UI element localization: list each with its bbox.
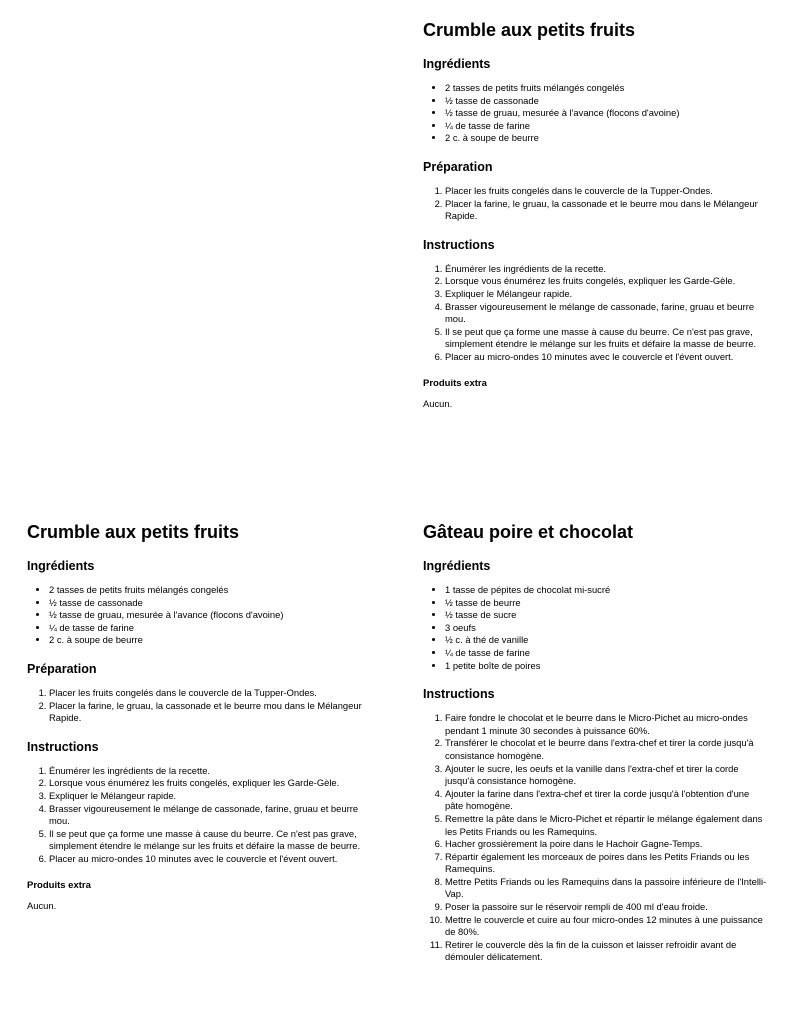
list-item: 5. Remettre la pâte dans le Micro-Pichet et répartir le mélange également dans les Petits Friands ou les Ramequins.: [445, 813, 768, 838]
recipe-title: Crumble aux petits fruits: [27, 522, 240, 542]
list-item: 2. Lorsque vous énumérez les fruits congelés, expliquer les Garde-Gèle.: [445, 275, 768, 288]
list-item: • 2 c. à soupe de beurre: [445, 132, 768, 145]
recipe-card-crumble-bottom: [27, 520, 372, 912]
ingredients-list: [423, 584, 768, 672]
list-item: 2. Lorsque vous énumérez les fruits congelés, expliquer les Garde-Gèle.: [49, 777, 372, 790]
list-item: 11. Retirer le couvercle dès la fin de la cuisson et laisser refroidir avant de démouler délicatement.: [445, 939, 768, 964]
instructions-list: [423, 712, 768, 964]
ingredients-list: [27, 584, 372, 647]
list-item: 5. Il se peut que ça forme une masse à cause du beurre. Ce n'est pas grave, simplement étendre le mélange sur les fruits et défaire la masse de beurre.: [445, 326, 768, 351]
ingredients-heading: Ingrédients: [423, 57, 491, 71]
list-item: 1. Énumérer les ingrédients de la recette.: [49, 765, 372, 778]
list-item: 5. Il se peut que ça forme une masse à cause du beurre. Ce n'est pas grave, simplement étendre le mélange sur les fruits et défaire la masse de beurre.: [49, 828, 372, 853]
list-item: 2. Placer la farine, le gruau, la cassonade et le beurre mou dans le Mélangeur Rapide.: [445, 198, 768, 223]
instructions-heading: Instructions: [27, 739, 99, 754]
list-item: • ¼ de tasse de farine: [445, 647, 768, 660]
list-item: • ¼ de tasse de farine: [49, 622, 372, 635]
extra-products-heading: Produits extra: [27, 879, 91, 891]
list-item: 6. Placer au micro-ondes 10 minutes avec le couvercle et l'évent ouvert.: [49, 853, 372, 866]
list-item: 9. Poser la passoire sur le réservoir rempli de 400 ml d'eau froide.: [445, 901, 768, 914]
list-item: 4. Ajouter la farine dans l'extra-chef et tirer la corde jusqu'à l'obtention d'une pâte homogène.: [445, 788, 768, 813]
list-item: 1. Énumérer les ingrédients de la recette.: [445, 263, 768, 276]
ingredients-heading: Ingrédients: [27, 559, 95, 573]
extra-products-text: Aucun.: [423, 397, 453, 409]
list-item: 1. Placer les fruits congelés dans le couvercle de la Tupper-Ondes.: [49, 687, 372, 700]
recipe-card-gateau: [423, 520, 768, 978]
preparation-list: [423, 185, 768, 223]
instructions-list: [27, 765, 372, 866]
list-item: • ½ c. à thé de vanille: [445, 634, 768, 647]
list-item: 10. Mettre le couvercle et cuire au four micro-ondes 12 minutes à une puissance de 80%.: [445, 914, 768, 939]
list-item: 8. Mettre Petits Friands ou les Ramequins dans la passoire inférieure de l'Intelli-Vap.: [445, 876, 768, 901]
list-item: 3. Ajouter le sucre, les oeufs et la vanille dans l'extra-chef et tirer la corde jusqu'à consistance homogène.: [445, 763, 768, 788]
list-item: • ½ tasse de beurre: [445, 597, 768, 610]
list-item: • ½ tasse de cassonade: [445, 95, 768, 108]
recipe-title: Crumble aux petits fruits: [423, 20, 636, 40]
instructions-list: [423, 263, 768, 364]
list-item: 7. Répartir également les morceaux de poires dans les Petits Friands ou les Ramequins.: [445, 851, 768, 876]
list-item: • 2 tasses de petits fruits mélangés congelés: [49, 584, 372, 597]
list-item: 1. Faire fondre le chocolat et le beurre dans le Micro-Pichet au micro-ondes pendant 1 minute 30 secondes à puissance 60%.: [445, 712, 768, 737]
extra-products-text: Aucun.: [27, 899, 57, 911]
recipe-card-crumble-top: [423, 18, 768, 410]
list-item: 4. Brasser vigoureusement le mélange de cassonade, farine, gruau et beurre mou.: [445, 301, 768, 326]
list-item: • 1 tasse de pépites de chocolat mi-sucré: [445, 584, 768, 597]
list-item: 2. Placer la farine, le gruau, la cassonade et le beurre mou dans le Mélangeur Rapide.: [49, 700, 372, 725]
list-item: 3. Expliquer le Mélangeur rapide.: [445, 288, 768, 301]
list-item: 4. Brasser vigoureusement le mélange de cassonade, farine, gruau et beurre mou.: [49, 803, 372, 828]
list-item: • ¼ de tasse de farine: [445, 120, 768, 133]
list-item: • ½ tasse de cassonade: [49, 597, 372, 610]
list-item: • 3 oeufs: [445, 622, 768, 635]
list-item: • 2 tasses de petits fruits mélangés congelés: [445, 82, 768, 95]
extra-products-heading: Produits extra: [423, 377, 487, 389]
ingredients-list: [423, 82, 768, 145]
list-item: 3. Expliquer le Mélangeur rapide.: [49, 790, 372, 803]
list-item: 2. Transférer le chocolat et le beurre dans l'extra-chef et tirer la corde jusqu'à consistance homogène.: [445, 737, 768, 762]
preparation-list: [27, 687, 372, 725]
ingredients-heading: Ingrédients: [423, 559, 491, 573]
list-item: • ½ tasse de gruau, mesurée à l'avance (flocons d'avoine): [49, 609, 372, 622]
list-item: 6. Hacher grossièrement la poire dans le Hachoir Gagne-Temps.: [445, 838, 768, 851]
list-item: • 2 c. à soupe de beurre: [49, 634, 372, 647]
list-item: • 1 petite boîte de poires: [445, 660, 768, 673]
instructions-heading: Instructions: [423, 237, 495, 252]
list-item: 1. Placer les fruits congelés dans le couvercle de la Tupper-Ondes.: [445, 185, 768, 198]
list-item: • ½ tasse de sucre: [445, 609, 768, 622]
preparation-heading: Préparation: [27, 661, 97, 676]
recipe-title: Gâteau poire et chocolat: [423, 522, 634, 542]
list-item: 6. Placer au micro-ondes 10 minutes avec le couvercle et l'évent ouvert.: [445, 351, 768, 364]
list-item: • ½ tasse de gruau, mesurée à l'avance (flocons d'avoine): [445, 107, 768, 120]
preparation-heading: Préparation: [423, 159, 493, 174]
instructions-heading: Instructions: [423, 687, 495, 702]
